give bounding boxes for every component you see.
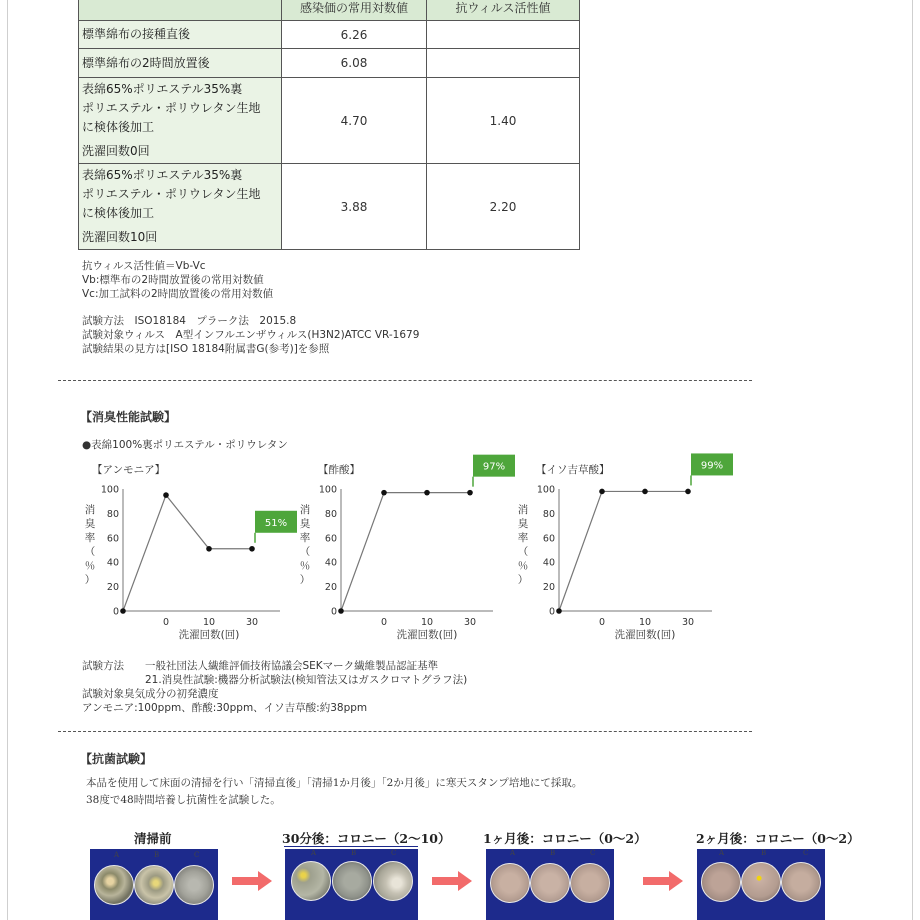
petri-photo-2month bbox=[697, 849, 825, 920]
log-value-cell: 6.26 bbox=[282, 21, 427, 49]
petri-dish bbox=[490, 863, 530, 903]
y-tick-label: 80 bbox=[106, 508, 119, 520]
y-tick-label: 20 bbox=[324, 582, 337, 594]
data-point bbox=[249, 546, 255, 552]
row-label: 表綿65%ポリエステル35%裏 ポリエステル・ポリウレタン生地 に検体後加工 洗濯回数0回 bbox=[79, 78, 282, 164]
dish-label: B bbox=[550, 849, 556, 857]
series-line bbox=[341, 493, 470, 611]
dish-label: B bbox=[351, 849, 357, 857]
annotation-label: 97% bbox=[482, 461, 506, 473]
data-point bbox=[599, 489, 605, 495]
chart-title-acetic: 【酢酸】 bbox=[318, 464, 360, 476]
formula-note: 抗ウィルス活性値＝Vb-Vc Vb:標準布の2時間放置後の常用対数値 Vc:加工試料の2時間放置後の常用対数値 bbox=[82, 260, 274, 300]
x-axis-label: 洗濯回数(回) bbox=[396, 629, 458, 641]
series-line bbox=[123, 495, 252, 611]
annotation-label: 51% bbox=[264, 517, 288, 529]
y-axis-label-char: 臭 bbox=[517, 518, 529, 530]
x-tick-label: 30 bbox=[245, 617, 259, 628]
y-tick-label: 0 bbox=[548, 606, 555, 618]
y-axis-label-char: 率 bbox=[517, 532, 529, 544]
arrow-right-icon bbox=[432, 871, 474, 891]
petri-dish bbox=[701, 862, 741, 902]
data-point bbox=[338, 608, 344, 614]
petri-dish bbox=[781, 862, 821, 902]
y-tick-label: 20 bbox=[106, 582, 119, 594]
petri-dish bbox=[570, 863, 610, 903]
x-tick-label: 30 bbox=[681, 617, 695, 628]
data-point bbox=[556, 608, 562, 614]
series-line bbox=[559, 491, 688, 611]
y-tick-label: 80 bbox=[542, 508, 555, 520]
row-label: 表綿65%ポリエステル35%裏 ポリエステル・ポリウレタン生地 に検体後加工 洗濯回数10回 bbox=[79, 164, 282, 250]
y-axis-label-char: ） bbox=[84, 574, 96, 586]
row-label: 標準綿布の2時間放置後 bbox=[79, 49, 282, 78]
petri-dish bbox=[174, 865, 214, 905]
y-axis-label-char: 率 bbox=[84, 532, 96, 544]
dish-label: C bbox=[194, 851, 200, 859]
petri-dish bbox=[530, 863, 570, 903]
data-point bbox=[381, 490, 387, 496]
table-header-cell: 抗ウィルス活性値 bbox=[427, 0, 580, 21]
dish-label: C bbox=[391, 849, 397, 857]
y-tick-label: 40 bbox=[324, 557, 337, 569]
section-divider bbox=[58, 731, 752, 732]
x-tick-label: 10 bbox=[202, 617, 216, 628]
antibac-section-title: 【抗菌試験】 bbox=[80, 752, 153, 766]
x-tick-label: 30 bbox=[463, 617, 477, 628]
row-label: 標準綿布の接種直後 bbox=[79, 21, 282, 49]
petri-dish bbox=[741, 862, 781, 902]
method-note: 試験方法 ISO18184 プラーク法 2015.8 試験対象ウィルス A型インフルエンザウィルス(H3N2)ATCC VR-1679 試験結果の見方は[ISO 18184附属書G(参考)]を参照 bbox=[82, 315, 420, 355]
data-point bbox=[206, 546, 212, 552]
arrow-right-icon bbox=[643, 871, 685, 891]
y-axis-label-char: ） bbox=[299, 574, 311, 586]
y-axis-label-char: 率 bbox=[299, 532, 311, 544]
y-tick-label: 60 bbox=[542, 533, 555, 545]
petri-dish bbox=[94, 865, 134, 905]
chart-title-isovaleric: 【イソ吉草酸】 bbox=[536, 464, 610, 476]
y-axis-label-char: （ bbox=[84, 546, 96, 558]
photo-caption-30min: 30分後：コロニー（2〜10） bbox=[282, 831, 451, 846]
x-axis-label: 洗濯回数(回) bbox=[178, 629, 240, 641]
dish-label: A bbox=[510, 849, 516, 857]
y-axis-label-char: ） bbox=[517, 574, 529, 586]
x-tick-label: 0 bbox=[598, 617, 606, 628]
dish-label: B bbox=[761, 849, 767, 857]
wash-count: 洗濯回数10回 bbox=[82, 230, 158, 244]
petri-dish bbox=[291, 861, 331, 901]
data-point bbox=[424, 490, 430, 496]
data-point bbox=[163, 492, 169, 498]
y-axis-label-char: ％ bbox=[517, 560, 529, 572]
wash-count: 洗濯回数0回 bbox=[82, 144, 150, 158]
x-tick-label: 0 bbox=[162, 617, 170, 628]
data-point bbox=[467, 490, 473, 496]
antibac-desc-2: 38度で48時間培養し抗菌性を試験した。 bbox=[86, 794, 281, 806]
petri-dish bbox=[134, 865, 174, 905]
deodor-footer: 試験方法 一般社団法人繊維評価技術協議会SEKマーク繊維製品認証基準 21.消臭性試験:機器分析試験法(検知管法又はガスクロマトグラフ法) 試験対象臭気成分の初発濃度 アンモニア:100ppm、酢酸:30ppm、イソ吉草酸:約38ppm bbox=[82, 660, 468, 714]
data-point bbox=[120, 608, 126, 614]
dish-label: A bbox=[114, 851, 120, 859]
antibac-desc-1: 本品を使用して床面の清掃を行い「清掃直後」「清掃1か月後」「2か月後」に寒天スタンプ培地にて採取。 bbox=[86, 777, 583, 789]
y-tick-label: 80 bbox=[324, 508, 337, 520]
petri-dish bbox=[332, 861, 372, 901]
y-tick-label: 40 bbox=[542, 557, 555, 569]
arrow-right-icon bbox=[232, 871, 274, 891]
caption-underline bbox=[284, 846, 418, 847]
petri-photo-before bbox=[90, 849, 218, 920]
deodor-subtitle: ●表綿100%裏ポリエステル・ポリウレタン bbox=[82, 439, 288, 451]
y-axis-label-char: 臭 bbox=[84, 518, 96, 530]
dish-label: C bbox=[803, 849, 809, 857]
dish-label: A bbox=[719, 849, 725, 857]
y-tick-label: 20 bbox=[542, 582, 555, 594]
y-axis-label-char: 消 bbox=[84, 504, 96, 516]
annotation-label: 99% bbox=[700, 460, 724, 472]
y-axis-label-char: 消 bbox=[517, 504, 529, 516]
y-axis-label-char: （ bbox=[517, 546, 529, 558]
activity-cell: 1.40 bbox=[427, 78, 580, 164]
x-tick-label: 10 bbox=[420, 617, 434, 628]
y-axis-label-char: 臭 bbox=[299, 518, 311, 530]
y-tick-label: 60 bbox=[324, 533, 337, 545]
photo-caption-before: 清掃前 bbox=[134, 831, 172, 846]
y-axis-label-char: 消 bbox=[299, 504, 311, 516]
data-point bbox=[685, 489, 691, 495]
y-tick-label: 0 bbox=[330, 606, 337, 618]
dish-label: B bbox=[154, 851, 160, 859]
dish-label: A bbox=[311, 849, 317, 857]
y-tick-label: 40 bbox=[106, 557, 119, 569]
log-value-cell: 4.70 bbox=[282, 78, 427, 164]
log-value-cell: 6.08 bbox=[282, 49, 427, 78]
y-tick-label: 0 bbox=[112, 606, 119, 618]
x-tick-label: 0 bbox=[380, 617, 388, 628]
y-axis-label-char: （ bbox=[299, 546, 311, 558]
x-tick-label: 10 bbox=[638, 617, 652, 628]
photo-caption-2month: 2ヶ月後：コロニー（0〜2） bbox=[696, 831, 860, 846]
photo-caption-1month: 1ヶ月後：コロニー（0〜2） bbox=[483, 831, 647, 846]
deodor-section-title: 【消臭性能試験】 bbox=[80, 410, 177, 424]
y-tick-label: 100 bbox=[318, 484, 337, 496]
log-value-cell: 3.88 bbox=[282, 164, 427, 250]
dish-label: C bbox=[590, 849, 596, 857]
y-axis-label-char: ％ bbox=[84, 560, 96, 572]
petri-photo-30min bbox=[285, 849, 418, 920]
table-header-cell: 感染価の常用対数値 bbox=[282, 0, 427, 21]
y-tick-label: 100 bbox=[536, 484, 555, 496]
activity-cell: 2.20 bbox=[427, 164, 580, 250]
y-axis-label-char: ％ bbox=[299, 560, 311, 572]
x-axis-label: 洗濯回数(回) bbox=[614, 629, 676, 641]
petri-dish bbox=[373, 861, 413, 901]
y-tick-label: 100 bbox=[100, 484, 119, 496]
chart-title-ammonia: 【アンモニア】 bbox=[92, 464, 166, 476]
y-tick-label: 60 bbox=[106, 533, 119, 545]
petri-photo-1month bbox=[486, 849, 614, 920]
data-point bbox=[642, 489, 648, 495]
